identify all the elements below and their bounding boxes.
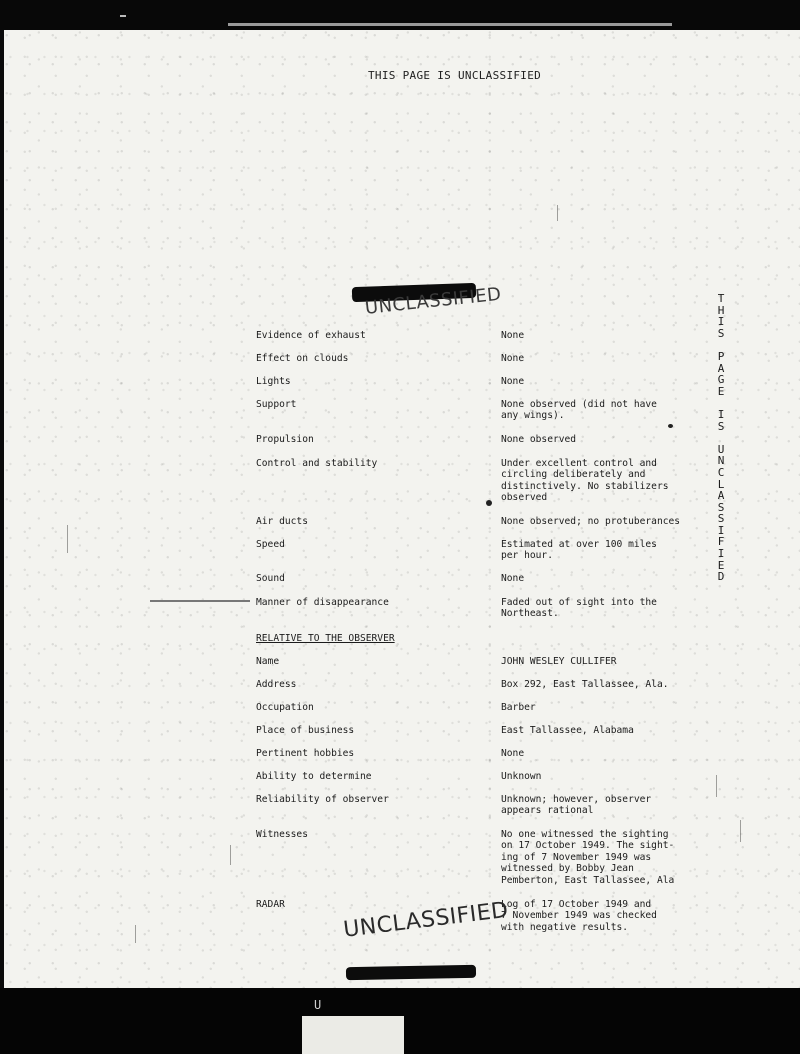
field-label: Occupation xyxy=(256,702,314,713)
field-label: Effect on clouds xyxy=(256,353,349,364)
side-stamp-letter: C xyxy=(717,465,725,479)
field-value: None observed (did not have any wings). xyxy=(501,399,657,422)
scan-line xyxy=(557,205,558,221)
scan-top-rule xyxy=(228,23,672,26)
side-stamp-letter: I xyxy=(717,315,725,329)
side-stamp-letter: H xyxy=(717,303,725,317)
field-label: Sound xyxy=(256,573,285,584)
unclassified-stamp-top: UNCLASSIFIED xyxy=(364,283,503,319)
field-value: Box 292, East Tallassee, Ala. xyxy=(501,679,669,690)
side-stamp-letter: U xyxy=(717,442,725,456)
side-stamp-letter: S xyxy=(717,326,725,340)
side-stamp-letter: A xyxy=(717,361,725,375)
field-label: Address xyxy=(256,679,297,690)
field-label: Name xyxy=(256,656,280,667)
side-stamp-letter: E xyxy=(717,384,725,398)
field-label: Air ducts xyxy=(256,516,308,527)
side-classification-stamp xyxy=(714,293,728,583)
field-value: No one witnessed the sighting on 17 October 1949. The sight- ing of 7 November 1949 was witnessed by Bobby Jean Pemberton, East Tallassee, Ala xyxy=(501,829,675,886)
field-value: None xyxy=(501,748,525,759)
field-value: Log of 17 October 1949 and 7 November 1949 was checked with negative results. xyxy=(501,899,657,933)
field-label: Propulsion xyxy=(256,434,314,445)
field-label: Reliability of observer xyxy=(256,794,389,805)
unclassified-stamp-bottom: UNCLASSIFIED xyxy=(342,897,510,943)
field-value: East Tallassee, Alabama xyxy=(501,725,634,736)
side-stamp-letter: D xyxy=(717,570,725,584)
field-label: Lights xyxy=(256,376,291,387)
field-value: Unknown xyxy=(501,771,542,782)
side-stamp-letter: N xyxy=(717,454,725,468)
side-stamp-letter: S xyxy=(717,419,725,433)
field-label: Manner of disappearance xyxy=(256,597,389,608)
side-stamp-letter: G xyxy=(717,373,725,387)
scan-line xyxy=(135,925,136,943)
field-label: RADAR xyxy=(256,899,285,910)
side-stamp-letter: F xyxy=(717,535,725,549)
side-stamp-letter: A xyxy=(717,489,725,503)
field-label: Witnesses xyxy=(256,829,308,840)
scan-line xyxy=(716,775,717,797)
field-label: Place of business xyxy=(256,725,355,736)
side-stamp-letter: S xyxy=(717,500,725,514)
side-stamp-letter: I xyxy=(717,523,725,537)
field-label: Control and stability xyxy=(256,458,378,469)
side-stamp-gap xyxy=(714,432,728,444)
side-stamp-letter: P xyxy=(717,349,725,363)
side-stamp-letter: S xyxy=(717,512,725,526)
field-value: None xyxy=(501,573,525,584)
field-value: None xyxy=(501,376,525,387)
field-value: None xyxy=(501,353,525,364)
field-label: Ability to determine xyxy=(256,771,372,782)
field-value: Faded out of sight into the Northeast. xyxy=(501,597,657,620)
side-stamp-letter: T xyxy=(717,292,725,305)
field-value: JOHN WESLEY CULLIFER xyxy=(501,656,617,667)
scan-footer-mark: U xyxy=(314,998,322,1012)
field-label: Speed xyxy=(256,539,285,550)
side-stamp-letter: L xyxy=(717,477,725,491)
section-heading-observer: RELATIVE TO THE OBSERVER xyxy=(256,633,395,644)
scan-streak xyxy=(150,600,250,602)
scan-line xyxy=(740,820,741,842)
field-label: Pertinent hobbies xyxy=(256,748,355,759)
scan-film-tab xyxy=(302,1016,404,1054)
field-label: Support xyxy=(256,399,297,410)
field-value: None observed; no protuberances xyxy=(501,516,681,527)
side-stamp-letter: I xyxy=(717,547,725,561)
redaction-bar-bottom xyxy=(346,965,476,980)
field-value: None xyxy=(501,330,525,341)
field-label: Evidence of exhaust xyxy=(256,330,366,341)
side-stamp-letter: E xyxy=(717,558,725,572)
page-header: THIS PAGE IS UNCLASSIFIED xyxy=(368,69,542,82)
field-value: Under excellent control and circling deliberately and distinctively. No stabilizers observed xyxy=(501,458,669,504)
scan-line xyxy=(230,845,231,865)
field-value: None observed xyxy=(501,434,577,445)
field-value: Estimated at over 100 miles per hour. xyxy=(501,539,657,562)
scan-fleck xyxy=(486,500,492,506)
side-stamp-letter: I xyxy=(717,407,725,421)
scan-mark xyxy=(120,15,126,17)
scan-fleck xyxy=(668,424,673,428)
scan-line xyxy=(67,525,68,553)
field-value: Barber xyxy=(501,702,536,713)
field-value: Unknown; however, observer appears rational xyxy=(501,794,652,817)
